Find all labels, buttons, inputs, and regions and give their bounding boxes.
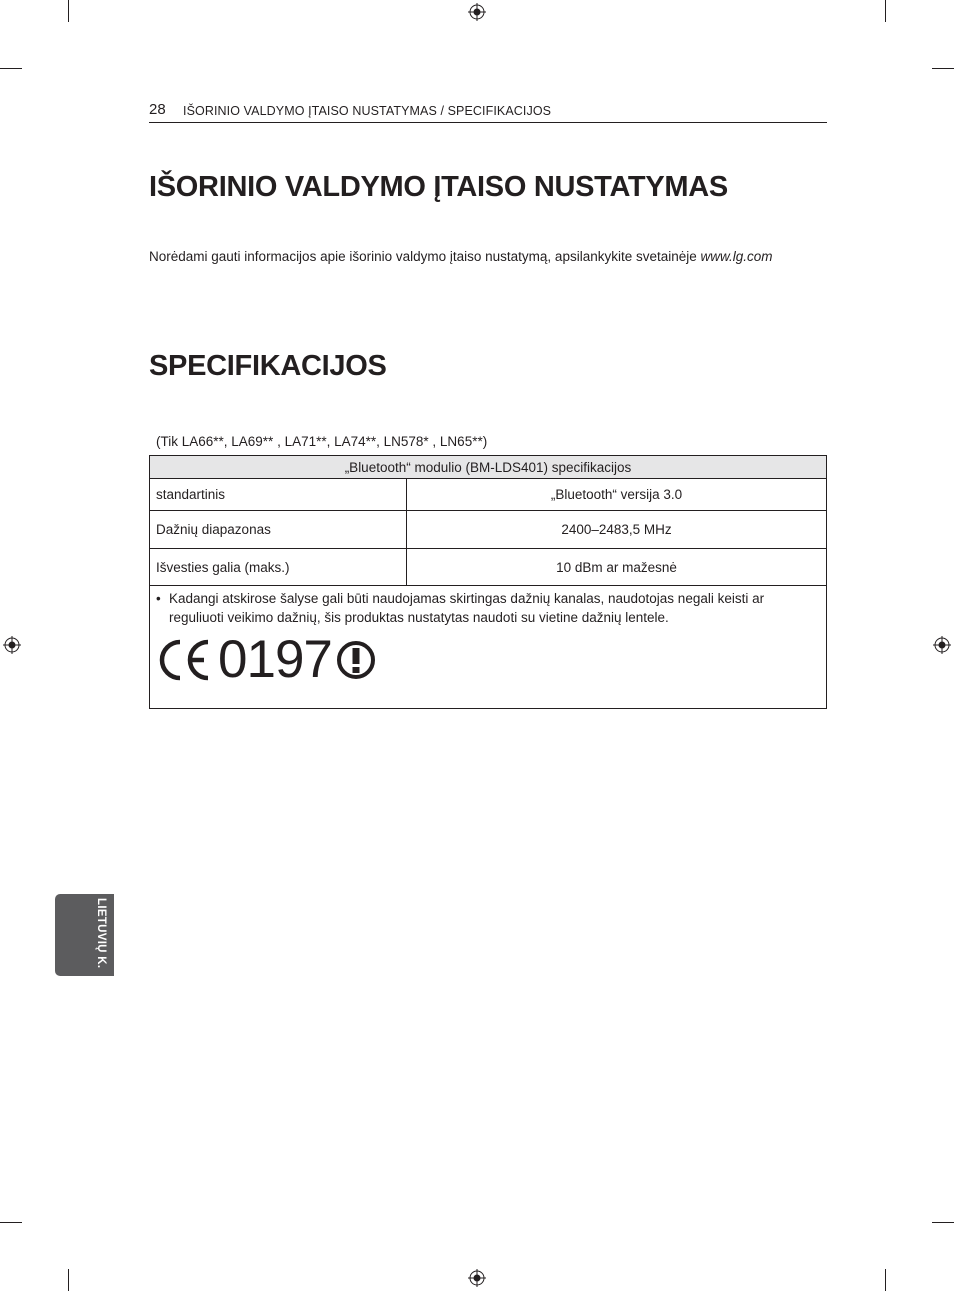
registration-mark-icon <box>3 636 21 654</box>
crop-mark <box>885 0 886 22</box>
external-control-paragraph <box>149 249 773 264</box>
language-tab-label: LIETUVIŲ K. <box>95 898 107 969</box>
running-head: IŠORINIO VALDYMO ĮTAISO NUSTATYMAS / SPECIFIKACIJOS <box>183 104 552 118</box>
ce-mark-icon <box>156 637 212 683</box>
frequency-note <box>156 589 820 627</box>
section-title-external-control: IŠORINIO VALDYMO ĮTAISO NUSTATYMAS <box>149 171 728 203</box>
section-title-specifications: SPECIFIKACIJOS <box>149 350 387 382</box>
alert-class2-icon <box>336 640 376 680</box>
note-text: Kadangi atskirose šalyse gali būti naudojamas skirtingas dažnių kanalas, naudotojas negali keisti ar reguliuoti veikimo dažnių, šis produktas nustatytas naudoti su vietine dažnių lentele. <box>169 591 765 625</box>
table-row <box>150 511 827 549</box>
page-number: 28 <box>149 101 166 118</box>
note-cell <box>150 586 827 709</box>
models-note: (Tik LA66**, LA69** , LA71**, LA74**, LN578* , LN65**) <box>156 434 488 449</box>
bullet: • <box>156 591 161 606</box>
table-row <box>150 549 827 586</box>
table-caption: „Bluetooth“ modulio (BM-LDS401) specifikacijos <box>150 456 827 479</box>
crop-mark <box>932 1222 954 1223</box>
crop-mark <box>0 68 22 69</box>
registration-mark-icon <box>933 636 951 654</box>
row-value: 2400–2483,5 MHz <box>407 511 827 549</box>
row-label: standartinis <box>150 479 407 511</box>
registration-mark-icon <box>468 1269 486 1287</box>
table-header-row <box>150 456 827 479</box>
registration-mark-icon <box>468 3 486 21</box>
row-value: 10 dBm ar mažesnė <box>407 549 827 586</box>
crop-mark <box>0 1222 22 1223</box>
row-label: Išvesties galia (maks.) <box>150 549 407 586</box>
intro-text: Norėdami gauti informacijos apie išorinio valdymo įtaiso nustatymą, apsilankykite svetainėje <box>149 249 701 264</box>
crop-mark <box>68 1269 69 1291</box>
ce-marking <box>156 630 820 689</box>
crop-mark <box>885 1269 886 1291</box>
table-row <box>150 479 827 511</box>
note-row <box>150 586 827 709</box>
bluetooth-spec-table <box>149 455 827 709</box>
row-value: „Bluetooth“ versija 3.0 <box>407 479 827 511</box>
website-link[interactable]: www.lg.com <box>700 249 773 264</box>
row-label: Dažnių diapazonas <box>150 511 407 549</box>
page-header <box>149 100 827 123</box>
crop-mark <box>68 0 69 22</box>
notified-body-number: 0197 <box>218 630 332 689</box>
crop-mark <box>932 68 954 69</box>
